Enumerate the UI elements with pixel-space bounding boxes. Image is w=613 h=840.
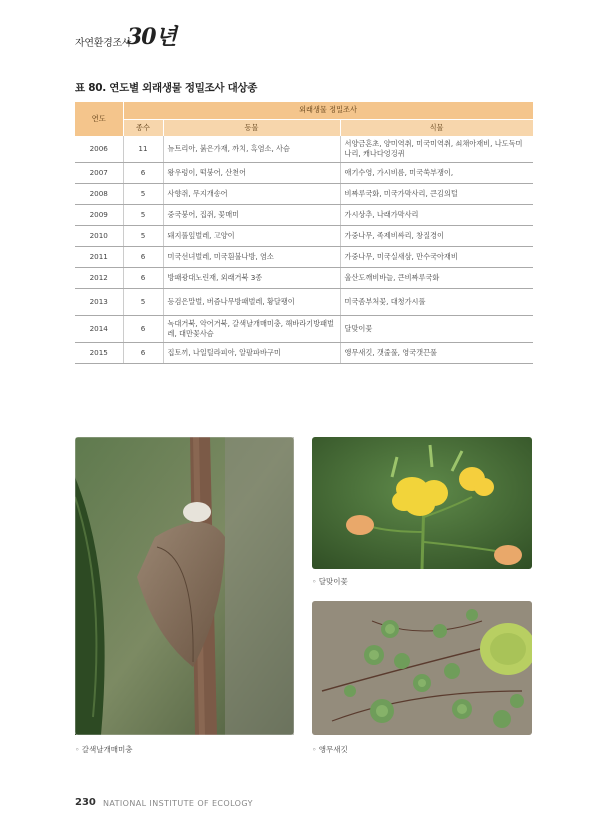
cell-animals: 뉴트리아, 붉은가재, 까치, 흑염소, 사슴: [163, 136, 340, 163]
photo-planthopper: [75, 437, 294, 735]
cell-count: 6: [123, 343, 163, 364]
cell-plants: 비짜루국화, 미국가막사리, 큰김의털: [340, 184, 533, 205]
table-row: [75, 316, 533, 343]
table-row: [75, 247, 533, 268]
cell-animals: 중국붕어, 집쥐, 꽃매미: [163, 205, 340, 226]
cell-animals: 녹대거북, 악어거북, 갈색날개매미충, 해바라기방패벌레, 대만꽃사슴: [163, 316, 340, 343]
cell-plants: 미국좀부처꽃, 대청가시풀: [340, 289, 533, 316]
cell-plants: 울산도깨비바늘, 큰비짜루국화: [340, 268, 533, 289]
cell-animals: 방패광대노린재, 외래거북 3종: [163, 268, 340, 289]
cell-year: 2014: [75, 316, 123, 343]
cell-animals: 돼지풀잎벌레, 고양이: [163, 226, 340, 247]
cell-plants: 앵무새깃, 갯줄풀, 영국갯끈풀: [340, 343, 533, 364]
caption-parrot-feather: ◦ 앵무새깃: [312, 745, 348, 754]
header-year: 연도: [75, 102, 123, 136]
cell-year: 2010: [75, 226, 123, 247]
table-row: [75, 268, 533, 289]
cell-animals: 집토끼, 나일틸라피아, 알팔파바구미: [163, 343, 340, 364]
cell-year: 2008: [75, 184, 123, 205]
header-series-title: 자연환경조사: [75, 38, 132, 49]
cell-count: 5: [123, 289, 163, 316]
header-animals: 동물: [163, 119, 340, 136]
cell-year: 2013: [75, 289, 123, 316]
invasive-species-table: [75, 102, 534, 364]
cell-animals: 등검은말벌, 버즘나무방패벌레, 황달팽이: [163, 289, 340, 316]
table-row: [75, 205, 533, 226]
header-survey-group: 외래생물 정밀조사: [123, 102, 533, 119]
cell-count: 5: [123, 205, 163, 226]
table-row: [75, 136, 533, 163]
header-anniversary-mark: 30년: [127, 24, 176, 50]
cell-count: 6: [123, 268, 163, 289]
cell-year: 2011: [75, 247, 123, 268]
cell-animals: 사향쥐, 무지개송어: [163, 184, 340, 205]
header-plants: 식물: [340, 119, 533, 136]
cell-year: 2015: [75, 343, 123, 364]
cell-animals: 미국선녀벌레, 미국흰불나방, 염소: [163, 247, 340, 268]
cell-year: 2007: [75, 163, 123, 184]
header-count: 종수: [123, 119, 163, 136]
caption-evening-primrose: ◦ 달맞이꽃: [312, 577, 348, 586]
footer-organization: NATIONAL INSTITUTE OF ECOLOGY: [103, 799, 253, 808]
cell-plants: 가시상추, 나래가막사리: [340, 205, 533, 226]
photo-evening-primrose: [312, 437, 532, 569]
cell-year: 2012: [75, 268, 123, 289]
cell-plants: 애기수영, 가시비름, 미국쑥부쟁이,: [340, 163, 533, 184]
table-row: [75, 343, 533, 364]
cell-plants: 가중나무, 족제비싸리, 창질경이: [340, 226, 533, 247]
cell-animals: 왕우렁이, 떡붕어, 산천어: [163, 163, 340, 184]
cell-year: 2009: [75, 205, 123, 226]
cell-count: 6: [123, 247, 163, 268]
cell-count: 6: [123, 316, 163, 343]
cell-plants: 달맞이꽃: [340, 316, 533, 343]
table-row: [75, 289, 533, 316]
table-row: [75, 184, 533, 205]
table-title: 표 80. 연도별 외래생물 정밀조사 대상종: [75, 82, 258, 94]
cell-count: 5: [123, 184, 163, 205]
cell-count: 11: [123, 136, 163, 163]
cell-count: 6: [123, 163, 163, 184]
cell-plants: 서양금혼초, 양미역취, 미국미역취, 쇠채아재비, 나도독미나리, 캐나다엉겅퀴: [340, 136, 533, 163]
cell-year: 2006: [75, 136, 123, 163]
caption-planthopper: ◦ 갈색날개매미충: [75, 745, 133, 754]
table-row: [75, 163, 533, 184]
cell-plants: 가중나무, 미국실새삼, 만수국아재비: [340, 247, 533, 268]
page-number: 230: [75, 797, 96, 808]
photo-parrot-feather: [312, 601, 532, 735]
cell-count: 5: [123, 226, 163, 247]
table-row: [75, 226, 533, 247]
